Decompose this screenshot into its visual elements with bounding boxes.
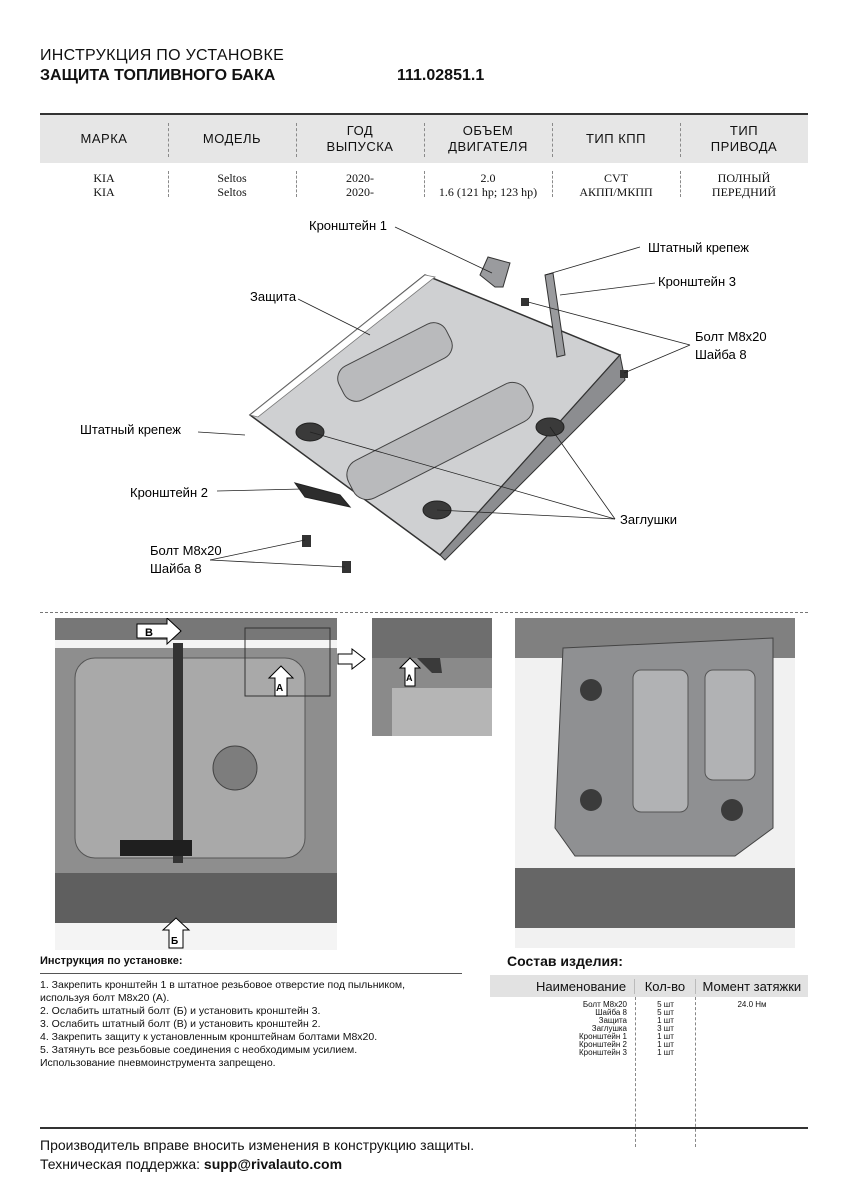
label-bracket-2: Кронштейн 2 [130, 485, 208, 500]
section-divider [40, 612, 808, 613]
svg-text:В: В [145, 627, 153, 639]
spec-cell-engine: 2.0 1.6 (121 hp; 123 hp) [424, 163, 552, 203]
footer-rule [40, 1127, 808, 1129]
components-torque-column [695, 997, 808, 1147]
bolt-right-bottom [620, 370, 628, 378]
photo-detail-a [372, 618, 492, 736]
components-body [490, 997, 808, 1147]
instruction-step: 1. Закрепить кронштейн 1 в штатное резьбовое отверстие под пыльником, [40, 979, 406, 991]
svg-text:Б: Б [171, 936, 179, 947]
spec-cell-brand: KIA KIA [93, 171, 115, 199]
instruction-step: 5. Затянуть все резьбовые соединения с необходимым усилием. [40, 1044, 358, 1056]
label-bolt-right: Болт М8х20 [695, 329, 767, 344]
product-title: ЗАЩИТА ТОПЛИВНОГО БАКА [40, 67, 276, 84]
label-washer-right: Шайба 8 [695, 347, 747, 362]
vehicle-spec-table [40, 113, 808, 203]
component-qty: 1 шт [657, 1048, 674, 1057]
svg-text:A: A [276, 683, 284, 694]
component-name: Заглушка [591, 1024, 627, 1033]
components-header-qty: Кол-во [634, 979, 695, 994]
spec-cell-gearbox: CVT АКПП/МКПП [552, 163, 680, 203]
component-qty: 1 шт [657, 1032, 674, 1041]
photo-tank-before [55, 618, 337, 950]
support-email-link[interactable]: supp@rivalauto.com [203, 1156, 343, 1172]
svg-text:A: A [406, 673, 413, 683]
components-header-torque: Момент затяжки [695, 979, 808, 994]
label-washer-left: Шайба 8 [150, 561, 202, 576]
support-label: Техническая поддержка: [40, 1156, 204, 1172]
instructions-rule [40, 973, 462, 974]
bracket-2 [295, 483, 350, 507]
spec-cell-drive: ПОЛНЫЙ ПЕРЕДНИЙ [680, 163, 808, 203]
label-guard: Защита [250, 289, 297, 304]
instruction-step: 4. Закрепить защиту к установленным кронштейнам болтами М8х20. [40, 1031, 378, 1043]
spec-table-row [40, 163, 808, 203]
label-bracket-3: Кронштейн 3 [658, 274, 736, 289]
label-bracket-1: Кронштейн 1 [309, 218, 387, 233]
zoom-arrow-icon [337, 648, 367, 670]
spec-header-model: МОДЕЛЬ [168, 115, 296, 163]
components-name-column [490, 997, 635, 1147]
components-header [490, 975, 808, 997]
component-qty: 3 шт [657, 1024, 674, 1033]
label-std-mount-top: Штатный крепеж [648, 240, 749, 255]
component-name: Кронштейн 3 [579, 1048, 627, 1057]
component-name: Болт М8х20 [582, 1000, 627, 1009]
components-header-name: Наименование [535, 978, 627, 994]
instruction-note: Использование пневмоинструмента запрещено. [40, 1057, 276, 1069]
instruction-step: 3. Ослабить штатный болт (В) и установить кронштейн 2. [40, 1018, 321, 1030]
components-table [490, 975, 808, 1147]
component-qty: 5 шт [657, 1008, 674, 1017]
component-qty: 5 шт [657, 1000, 674, 1009]
bolt-right-top [521, 298, 529, 306]
photo-guard-installed [515, 618, 795, 948]
instruction-step: 2. Ослабить штатный болт (Б) и установить кронштейн 3. [40, 1005, 321, 1017]
component-name: Кронштейн 2 [579, 1040, 627, 1049]
bracket-1 [480, 257, 510, 287]
spec-header-gearbox: ТИП КПП [552, 115, 680, 163]
spec-header-engine: ОБЪЕМ ДВИГАТЕЛЯ [424, 115, 552, 163]
spec-cell-model: Seltos Seltos [168, 163, 296, 203]
label-std-mount-left: Штатный крепеж [80, 422, 181, 437]
component-name: Кронштейн 1 [579, 1032, 627, 1041]
bolt-left-1 [302, 535, 311, 547]
component-qty: 1 шт [657, 1040, 674, 1049]
label-bolt-left: Болт М8х20 [150, 543, 222, 558]
instructions-list [40, 979, 480, 1070]
spec-header-year: ГОД ВЫПУСКА [296, 115, 424, 163]
assembly-diagram [40, 205, 808, 605]
component-qty: 1 шт [657, 1016, 674, 1025]
spec-cell-year: 2020- 2020- [296, 163, 424, 203]
instructions-title: Инструкция по установке: [40, 955, 183, 967]
components-title: Состав изделия: [507, 953, 623, 969]
footer-disclaimer: Производитель вправе вносить изменения в конструкцию защиты. [40, 1137, 475, 1153]
spec-table-header [40, 115, 808, 163]
document-title: ИНСТРУКЦИЯ ПО УСТАНОВКЕ [40, 47, 285, 64]
component-name: Шайба 8 [595, 1008, 627, 1017]
label-plugs: Заглушки [620, 512, 678, 527]
instruction-step: используя болт М8х20 (А). [40, 992, 170, 1004]
component-name: Защита [598, 1016, 627, 1025]
spec-header-drive: ТИП ПРИВОДА [680, 115, 808, 163]
footer-support [40, 1156, 342, 1172]
article-number: 111.02851.1 [397, 67, 485, 84]
component-torque: 24.0 Нм [737, 1000, 767, 1009]
spec-header-brand: МАРКА [80, 131, 128, 146]
components-qty-column [635, 997, 695, 1147]
